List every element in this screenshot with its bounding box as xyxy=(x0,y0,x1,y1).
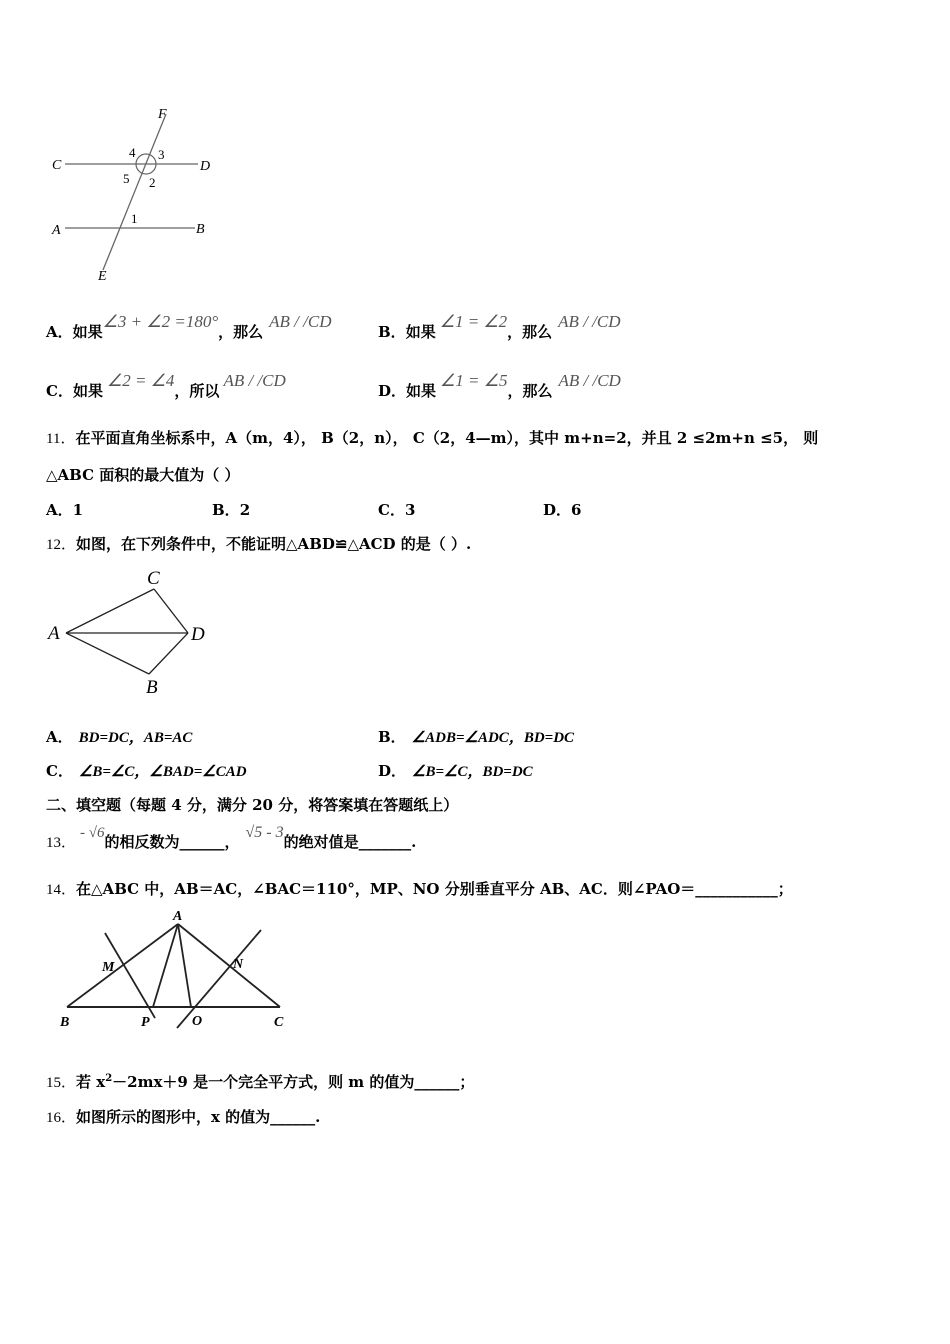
q10-option-c: C．如果∠2 = ∠4，所以AB / /CD xyxy=(46,371,286,400)
label-C: C xyxy=(147,568,160,589)
q12-option-a: A． BD=DC，AB=AC xyxy=(46,728,193,746)
label-O: O xyxy=(192,1014,203,1029)
q14-number: 14． xyxy=(46,882,77,898)
triangle-perpendicular-bisector-figure xyxy=(55,908,295,1033)
angle-1: 1 xyxy=(131,211,138,226)
q11-option-a: A．1 xyxy=(46,501,84,519)
q13-expr-2: √5 - 3 xyxy=(245,824,284,841)
q16-number: 16． xyxy=(46,1110,77,1126)
label-C: C xyxy=(52,158,62,173)
q11-line-2: △ABC 面积的最大值为（ ） xyxy=(46,466,240,484)
label-A: A xyxy=(52,223,61,238)
quadrilateral-abcd-figure xyxy=(45,565,225,700)
q10-option-b: B．如果∠1 = ∠2，那么AB / /CD xyxy=(378,312,621,341)
label-M: M xyxy=(102,960,115,975)
q12-number: 12． xyxy=(46,537,77,553)
angle-5: 5 xyxy=(123,171,130,186)
label-F: F xyxy=(158,107,167,122)
label-E: E xyxy=(98,269,107,284)
label-A: A xyxy=(48,623,60,644)
q10-b-condition: ∠1 = ∠2 xyxy=(439,312,508,331)
label-B: B xyxy=(196,222,205,237)
q12-question: 12．如图，在下列条件中，不能证明△ABD≌△ACD 的是（ ）. xyxy=(46,535,472,553)
section-2-heading: 二、填空题（每题 4 分，满分 20 分，将答案填在答题纸上） xyxy=(46,796,459,814)
angle-3: 3 xyxy=(158,147,165,162)
q16-question: 16．如图所示的图形中，x 的值为______. xyxy=(46,1108,321,1126)
q10-c-result: AB / /CD xyxy=(223,371,286,390)
q10-c-condition: ∠2 = ∠4 xyxy=(106,371,175,390)
angle-4: 4 xyxy=(129,145,136,160)
q15-question: 15．若 $x^2-2mx+9$ 是一个完全平方式，则 m 的值为______； xyxy=(46,1073,475,1091)
q10-option-a: A．如果∠3 + ∠2 =180°，那么AB / /CD xyxy=(46,312,332,341)
label-D: D xyxy=(191,624,205,645)
q14-question: 14．在△ABC 中，AB＝AC，∠BAC＝110°，MP、NO 分别垂直平分 AB、AC．则∠PAO＝___________； xyxy=(46,880,793,898)
q10-a-condition: ∠3 + ∠2 =180° xyxy=(102,312,219,331)
q13-expr-1: - √6 xyxy=(80,825,105,841)
q10-option-d: D．如果∠1 = ∠5，那么AB / /CD xyxy=(378,371,621,400)
q11-option-c: C．3 xyxy=(378,501,416,519)
label-B: B xyxy=(146,677,158,698)
q15-number: 15． xyxy=(46,1075,77,1091)
q13-question: 13．- √6的相反数为______，√5 - 3的绝对值是_______. xyxy=(46,824,417,851)
q10-d-condition: ∠1 = ∠5 xyxy=(440,371,508,390)
q11-option-d: D．6 xyxy=(543,501,582,519)
q10-a-result: AB / /CD xyxy=(269,312,332,331)
q12-option-d: D． ∠B=∠C，BD=DC xyxy=(378,762,533,780)
q12-option-c: C． ∠B=∠C，∠BAD=∠CAD xyxy=(46,762,247,780)
label-C: C xyxy=(274,1015,284,1030)
q11-number: 11． xyxy=(46,431,76,447)
angle-2: 2 xyxy=(149,175,156,190)
q13-number: 13． xyxy=(46,835,77,851)
label-N: N xyxy=(233,957,244,972)
q10-b-result: AB / /CD xyxy=(558,312,621,331)
q10-d-result: AB / /CD xyxy=(558,371,621,390)
label-P: P xyxy=(141,1015,150,1030)
q11-line-1: 11．在平面直角坐标系中，A（m，4）， B（2，n）， C（2，4—m），其中 m+n=2，并且 2 ≤2m+n ≤5， 则 xyxy=(46,429,819,447)
label-B: B xyxy=(60,1015,70,1030)
parallel-lines-figure xyxy=(45,100,225,290)
label-D: D xyxy=(200,159,211,174)
label-A: A xyxy=(173,909,183,924)
q12-option-b: B． ∠ADB=∠ADC，BD=DC xyxy=(378,728,575,746)
q11-option-b: B．2 xyxy=(212,501,251,519)
